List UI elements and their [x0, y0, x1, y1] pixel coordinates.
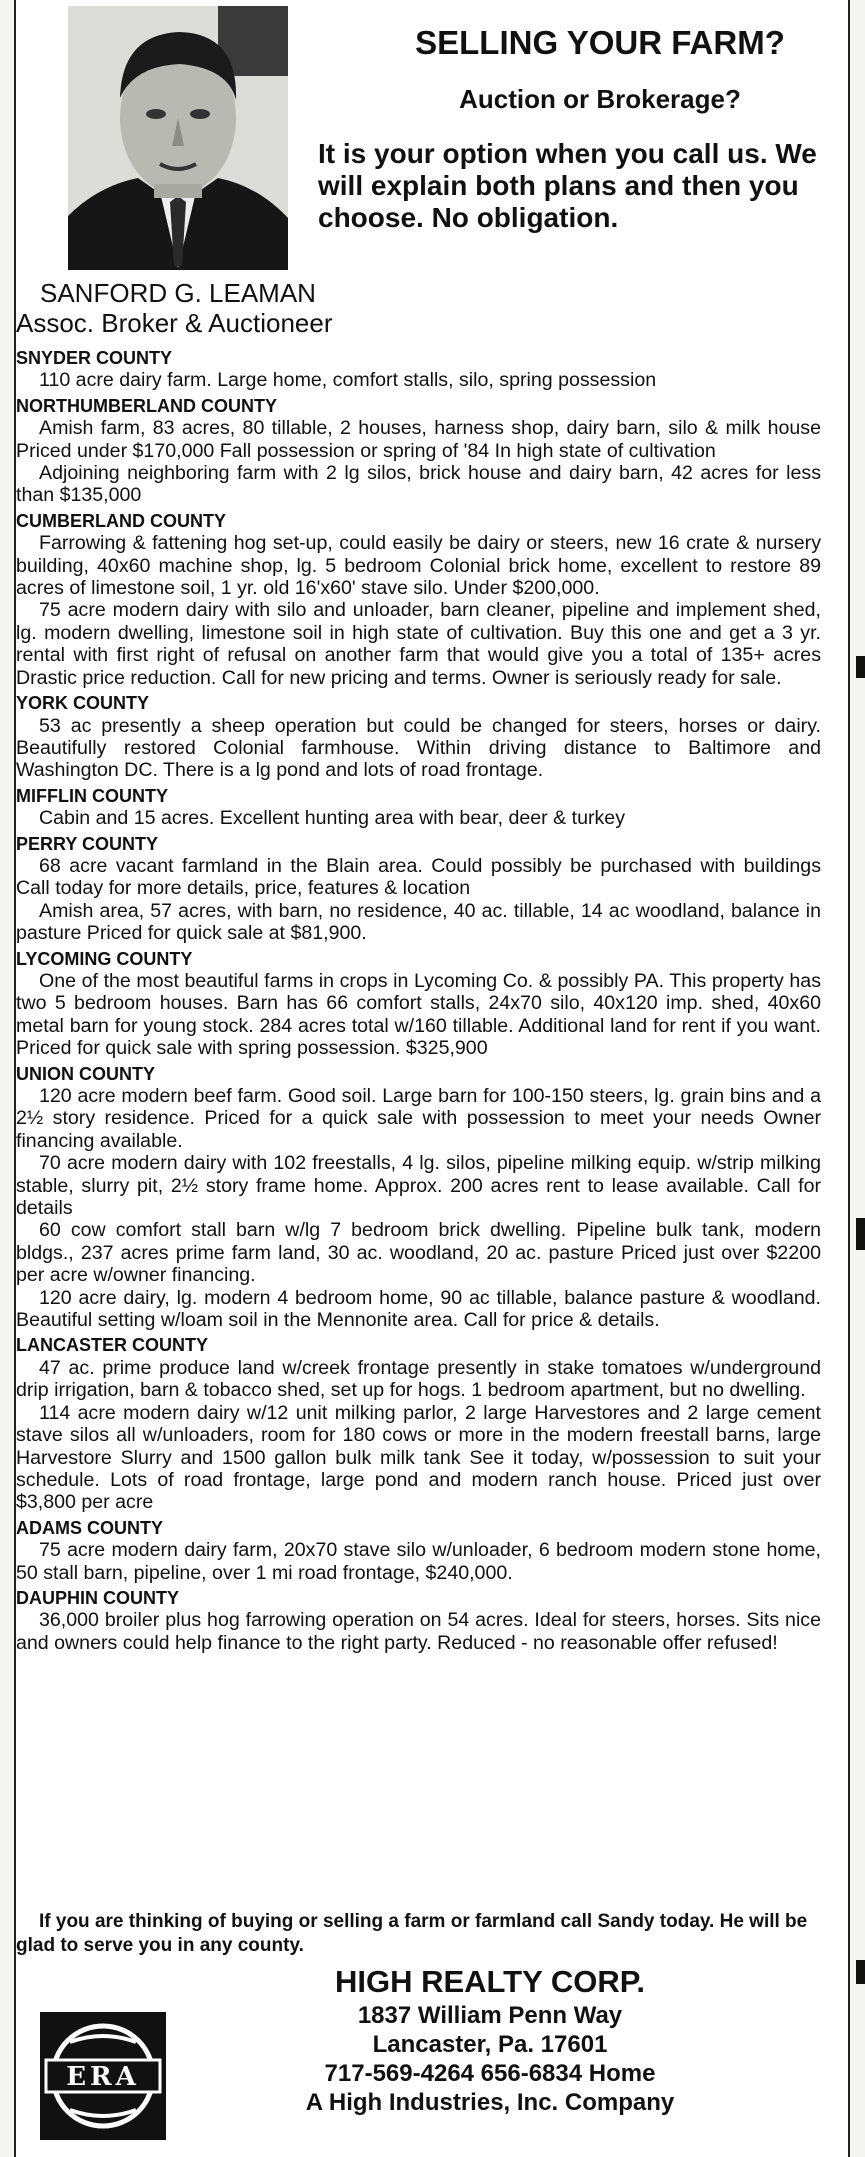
company-address-line1: 1837 William Penn Way: [357, 2002, 623, 2029]
listing-paragraph: 68 acre vacant farmland in the Blain area. Could possibly be purchased with buildings Call today for more details, price, features & location: [16, 854, 821, 900]
subheadline: Auction or Brokerage?: [459, 84, 741, 114]
company-parent: A High Industries, Inc. Company: [305, 2089, 675, 2116]
county-heading: UNION COUNTY: [16, 1063, 155, 1084]
county-heading: CUMBERLAND COUNTY: [16, 510, 226, 531]
scan-edge-mark: [856, 1218, 865, 1250]
agent-photo: [68, 6, 288, 270]
company-address-line2: Lancaster, Pa. 17601: [372, 2031, 608, 2058]
listing-paragraph: Amish farm, 83 acres, 80 tillable, 2 houses, harness shop, dairy barn, silo & milk house Priced under $170,000 Fall possession or spring of '84 In high state of cultivation: [16, 417, 821, 462]
headline: SELLING YOUR FARM?: [415, 24, 785, 61]
county-heading: LANCASTER COUNTY: [16, 1335, 208, 1356]
listing-paragraph: Adjoining neighboring farm with 2 lg silos, brick house and dairy barn, 42 acres for less than $135,000: [16, 462, 821, 507]
company-phones: 717-569-4264 656-6834 Home: [324, 2060, 656, 2087]
listing-paragraph: 53 ac presently a sheep operation but could be changed for steers, horses or dairy. Beautifully restored Colonial farmhouse. Within driving distance to Baltimore and Washington DC. There is a lg pond and lots of road frontage.: [16, 714, 821, 782]
county-heading: MIFFLIN COUNTY: [16, 785, 168, 806]
intro-text: It is your option when you call us. We will explain both plans and then you choose. No obligation.: [318, 138, 817, 233]
county-heading: SNYDER COUNTY: [16, 348, 173, 368]
listings-section: [16, 344, 821, 1654]
listing-paragraph: 114 acre modern dairy w/12 unit milking parlor, 2 large Harvestores and 2 large cement stave silos all w/unloaders, room for 180 cows or more in the modern freestall barns, large Harvestore Slurry and 1500 gallon bulk milk tank See it today, w/possession to suit your schedule. Lots of road frontage, large pond and modern ranch house. Priced just over $3,800 per acre: [16, 1401, 821, 1514]
scan-edge-mark: [856, 656, 865, 678]
county-heading: YORK COUNTY: [16, 693, 150, 714]
scan-edge-mark: [856, 1960, 865, 1984]
listing-paragraph: Farrowing & fattening hog set-up, could easily be dairy or steers, new 16 crate & nursery building, 40x60 machine shop, lg. 5 bedroom Colonial brick home, excellent to restore 89 acres of limestone soil, 1 yr. old 16'x60' stave silo. Under $200,000.: [16, 532, 821, 600]
listing-paragraph: 120 acre dairy, lg. modern 4 bedroom home, 90 ac tillable, balance pasture & woodland. Beautiful setting w/loam soil in the Mennonite area. Call for price & details.: [16, 1286, 821, 1332]
closing-text: If you are thinking of buying or selling a farm or farmland call Sandy today. He will be glad to serve you in any county.: [16, 1911, 808, 1956]
listing-paragraph: 75 acre modern dairy farm, 20x70 stave silo w/unloader, 6 bedroom modern stone home, 50 stall barn, pipeline, over 1 mi road frontage, $240,000.: [16, 1539, 821, 1584]
company-block: [180, 1963, 800, 2117]
era-logo-text: ERA: [66, 2062, 140, 2092]
county-heading: ADAMS COUNTY: [16, 1517, 163, 1538]
listing-paragraph: 110 acre dairy farm. Large home, comfort stalls, silo, spring possession: [39, 369, 657, 392]
listing-paragraph: 120 acre modern beef farm. Good soil. Large barn for 100-150 steers, lg. grain bins and a 2½ story residence. Priced for a quick sale with possession to meet your needs Owner financing available.: [16, 1085, 821, 1152]
listing-paragraph: 36,000 broiler plus hog farrowing operation on 54 acres. Ideal for steers, horses. Sits nice and owners could help finance to the right party. Reduced - no reasonable offer refused!: [16, 1609, 821, 1654]
listing-paragraph: 75 acre modern dairy with silo and unloader, barn cleaner, pipeline and implement shed, lg. modern dwelling, limestone soil in high state of cultivation. Buy this one and get a 3 yr. rental with first right of refusal on another farm that would give you a total of 135+ acres Drastic price reduction. Call for new pricing and terms. Owner is seriously ready for sale.: [16, 599, 821, 689]
county-heading: NORTHUMBERLAND COUNTY: [16, 395, 277, 416]
listing-paragraph: Amish area, 57 acres, with barn, no residence, 40 ac. tillable, 14 ac woodland, balance in pasture Priced for quick sale at $81,900.: [16, 899, 821, 945]
listing-paragraph: One of the most beautiful farms in crops in Lycoming Co. & possibly PA. This property has two 5 bedroom houses. Barn has 66 comfort stalls, 24x70 silo, 40x120 imp. shed, 40x60 metal barn for young stock. 284 acres total w/160 tillable. Additional land for rent if you want. Priced for quick sale with spring possession. $325,900: [16, 969, 821, 1060]
agent-title: Assoc. Broker & Auctioneer: [16, 308, 333, 338]
listing-paragraph: 70 acre modern dairy with 102 freestalls, 4 lg. silos, pipeline milking equip. w/strip milking stable, slurry pit, 2½ story frame home. Approx. 200 acres rent to lease available. Call for details: [16, 1152, 821, 1220]
listing-paragraph: 47 ac. prime produce land w/creek frontage presently in stake tomatoes w/underground drip irrigation, barn & tobacco shed, set up for hogs. 1 bedroom apartment, but no dwelling.: [16, 1356, 821, 1402]
listing-paragraph: 60 cow comfort stall barn w/lg 7 bedroom brick dwelling. Pipeline bulk tank, modern bldgs., 237 acres prime farm land, 30 ac. woodland, 20 ac. pasture Priced just over $2200 per acre w/owner financing.: [16, 1219, 821, 1287]
era-logo: [40, 2012, 166, 2140]
listing-paragraph: Cabin and 15 acres. Excellent hunting area with bear, deer & turkey: [39, 807, 625, 830]
county-heading: DAUPHIN COUNTY: [16, 1587, 180, 1608]
county-heading: LYCOMING COUNTY: [16, 948, 193, 969]
company-name: HIGH REALTY CORP.: [334, 1964, 646, 1999]
county-heading: PERRY COUNTY: [16, 833, 159, 854]
agent-name: SANFORD G. LEAMAN: [40, 278, 316, 308]
